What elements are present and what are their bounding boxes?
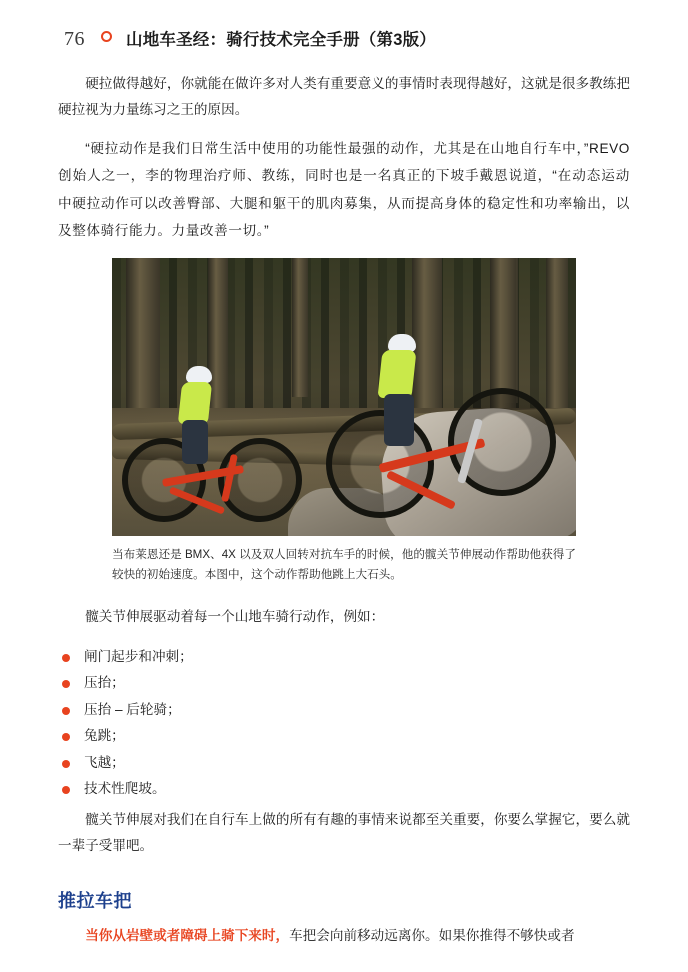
book-title: 山地车圣经：骑行技术完全手册（第3版） [126, 31, 436, 49]
figure-photo-mountain-bikers [112, 258, 576, 536]
paragraph-quote: “硬拉动作是我们日常生活中使用的功能性最强的动作，尤其是在山地自行车中，”REVO 创始人之一，李的物理治疗师、教练，同时也是一名真正的下坡手戴恩说道，“在动态运动中硬拉动作可以改善臀部、大腿和躯干的肌肉募集，从而提高身体的稳定性和功率输出，以及整体骑行能力。力量改善一切。” [58, 141, 630, 238]
list-item: 压抬 – 后轮骑； [58, 697, 630, 724]
paragraph-after-list: 髋关节伸展对我们在自行车上做的所有有趣的事情来说都至关重要，你要么掌握它，要么就一辈子受罪吧。 [58, 811, 630, 853]
list-item: 技术性爬坡。 [58, 776, 630, 803]
photo-rider-helmet [186, 366, 212, 383]
running-header [58, 0, 630, 51]
lead-highlight: 当你从岩壁或者障碍上骑下来时， [85, 927, 290, 943]
list-item: 闸门起步和冲刺； [58, 644, 630, 671]
figure-caption: 当布莱恩还是 BMX、4X 以及双人回转对抗车手的时候，他的髋关节伸展动作帮助他获得了较快的初始速度。本图中，这个动作帮助他跳上大石头。 [112, 547, 576, 582]
photo-tree-trunk [126, 258, 160, 425]
lead-rest: 车把会向前移动远离你。如果你推得不够快或者 [289, 927, 575, 943]
photo-rider-legs [384, 394, 414, 446]
paragraph-intro: 硬拉做得越好，你就能在做许多对人类有重要意义的事情时表现得越好，这就是很多教练把硬拉视为力量练习之王的原因。 [58, 76, 630, 118]
photo-rider-rear [170, 366, 230, 462]
bullet-list [58, 644, 630, 803]
photo-tree-trunk [292, 258, 308, 397]
photo-rider-torso [178, 382, 212, 424]
photo-bike-front [326, 378, 556, 518]
paragraph-lead [58, 923, 630, 949]
body-column [58, 51, 630, 949]
page-number: 76 [64, 28, 85, 50]
photo-rider-front [370, 334, 440, 444]
figure-block [58, 258, 630, 586]
list-item: 压抬； [58, 670, 630, 697]
list-item: 兔跳； [58, 723, 630, 750]
paragraph-list-intro: 髋关节伸展驱动着每一个山地车骑行动作，例如： [85, 608, 385, 624]
photo-rider-torso [377, 350, 416, 398]
list-item: 飞越； [58, 750, 630, 777]
photo-rider-legs [182, 420, 208, 464]
bullet-dot-icon [101, 31, 112, 42]
section-heading: 推拉车把 [58, 890, 132, 911]
